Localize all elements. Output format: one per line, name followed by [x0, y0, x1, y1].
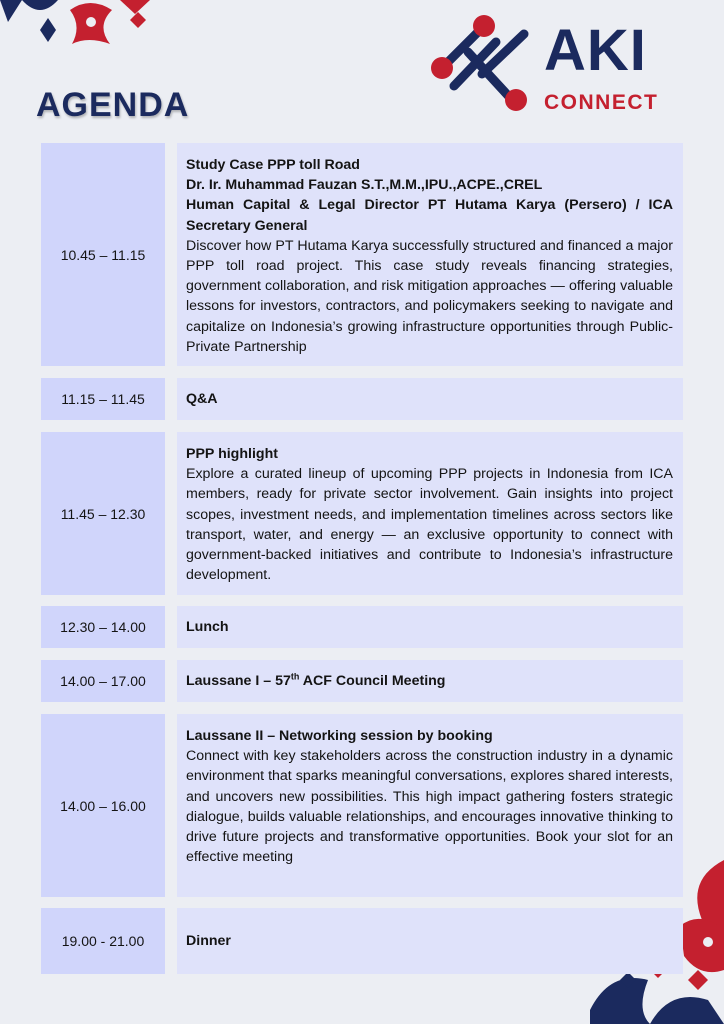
agenda-time: 14.00 – 17.00 [41, 660, 165, 702]
agenda-title-superscript: th [290, 671, 300, 682]
agenda-time: 11.15 – 11.45 [41, 378, 165, 420]
agenda-content [177, 143, 683, 366]
agenda-description: Connect with key stakeholders across the construction industry in a dynamic environment that sparks meaningful conversations, explores shared interests, and uncovers new possibilities. This high impact gathering fosters strategic dialogue, builds valuable relationships, and encourages innovative thinking to drive future projects and transformative opportunities. Book your slot for an effective meeting [186, 748, 673, 866]
agenda-speaker: Dr. Ir. Muhammad Fauzan S.T.,M.M.,IPU.,ACPE.,CREL [186, 177, 543, 194]
agenda-content [177, 378, 683, 420]
agenda-time: 12.30 – 14.00 [41, 606, 165, 648]
agenda-description: Explore a curated lineup of upcoming PPP projects in Indonesia from ICA members, ready for private sector involvement. Gain insights into project scopes, investment needs, and implementation timelines across sectors like transport, water, and energy — an exclusive opportunity to connect with government-backed initiatives and contribute to Indonesia’s infrastructure development. [186, 466, 673, 584]
agenda-title: Q&A [186, 390, 218, 407]
floral-ornament-top-left [0, 0, 160, 60]
logo-connect-text: CONNECT [544, 91, 659, 114]
agenda-title: Dinner [186, 932, 231, 949]
agenda-row [41, 432, 683, 595]
agenda-row [41, 714, 683, 897]
logo-aki-text: AKI [544, 18, 647, 83]
agenda-title: Study Case PPP toll Road [186, 157, 360, 173]
agenda-content [177, 660, 683, 702]
agenda-content [177, 714, 683, 897]
aki-connect-logo [428, 12, 688, 120]
agenda-speaker-role: Human Capital & Legal Director PT Hutama Karya (Persero) / ICA Secretary General [186, 197, 673, 234]
agenda-row [41, 908, 683, 974]
agenda-title-prefix: Laussane I – 57 [186, 672, 291, 689]
agenda-row [41, 143, 683, 366]
agenda-time: 10.45 – 11.15 [41, 143, 165, 366]
agenda-title-suffix: ACF Council Meeting [299, 672, 446, 689]
page-title: AGENDA [36, 86, 190, 124]
agenda-content [177, 606, 683, 648]
agenda-title: PPP highlight [186, 446, 278, 462]
agenda-title [186, 671, 445, 691]
agenda-title: Laussane II – Networking session by booking [186, 728, 493, 744]
agenda-row [41, 606, 683, 648]
agenda-time: 14.00 – 16.00 [41, 714, 165, 897]
agenda-content [177, 908, 683, 974]
agenda-description: Discover how PT Hutama Karya successfully structured and financed a major PPP toll road project. This case study reveals financing strategies, government collaboration, and risk mitigation approaches — offering valuable lessons for investors, contractors, and policymakers seeking to navigate and capitalize on Indonesia’s growing infrastructure opportunities through Public-Private Partnership [186, 237, 673, 355]
agenda-title: Lunch [186, 618, 229, 635]
logo-mark-icon [428, 12, 540, 120]
agenda-row [41, 660, 683, 702]
agenda-content [177, 432, 683, 595]
agenda-time: 19.00 - 21.00 [41, 908, 165, 974]
agenda-time: 11.45 – 12.30 [41, 432, 165, 595]
agenda-row [41, 378, 683, 420]
